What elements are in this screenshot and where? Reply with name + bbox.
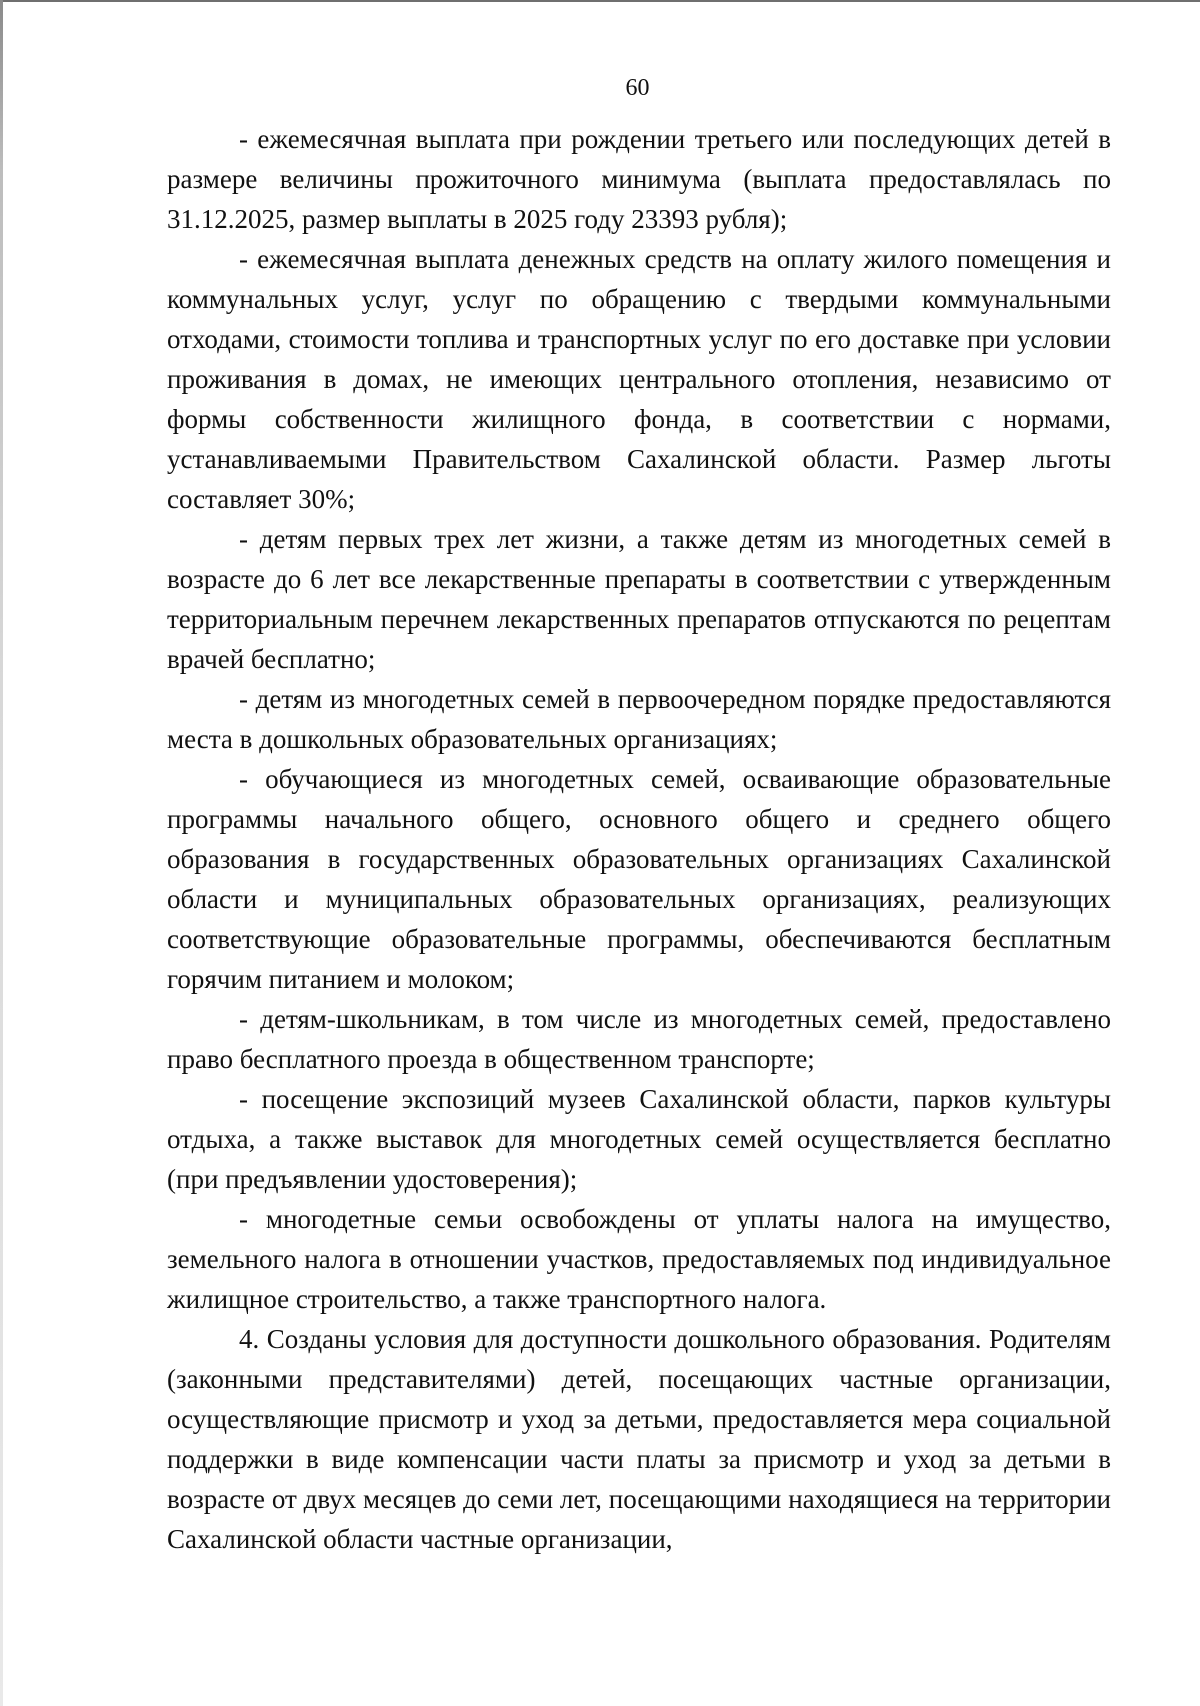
paragraph-monthly-payment-third-child: - ежемесячная выплата при рождении третьего или последующих детей в размере величины прожиточного минимума (выплата предоставлялась по 31.12.2025, размер выплаты в 2025 году 23393 рубля);: [167, 124, 1111, 234]
paragraph-tax-exemptions: - многодетные семьи освобождены от уплаты налога на имущество, земельного налога в отношении участков, предоставляемых под индивидуальное жилищное строительство, а также транспортного налога.: [167, 1204, 1111, 1314]
scan-left-edge: [0, 0, 3, 1706]
paragraph-free-medicines: - детям первых трех лет жизни, а также детям из многодетных семей в возрасте до 6 лет все лекарственные препараты в соответствии с утвержденным территориальным перечнем лекарственных препаратов отпускаются по рецептам врачей бесплатно;: [167, 524, 1111, 674]
paragraph-preschool-priority: - детям из многодетных семей в первоочередном порядке предоставляются места в дошкольных образовательных организациях;: [167, 684, 1111, 754]
paragraph-preschool-accessibility: 4. Созданы условия для доступности дошкольного образования. Родителям (законными представителями) детей, посещающих частные организации, осуществляющие присмотр и уход за детьми, предоставляется мера социальной поддержки в виде компенсации части платы за присмотр и уход за детьми в возрасте от двух месяцев до семи лет, посещающими находящиеся на территории Сахалинской области частные организации,: [167, 1324, 1111, 1554]
paragraph-free-museums: - посещение экспозиций музеев Сахалинской области, парков культуры отдыха, а также выставок для многодетных семей осуществляется бесплатно (при предъявлении удостоверения);: [167, 1084, 1111, 1194]
document-body: [167, 119, 1111, 1559]
paragraph-housing-utilities-payment: - ежемесячная выплата денежных средств на оплату жилого помещения и коммунальных услуг, услуг по обращению с твердыми коммунальными отходами, стоимости топлива и транспортных услуг по его доставке при условии проживания в домах, не имеющих центрального отопления, независимо от формы собственности жилищного фонда, в соответствии с нормами, устанавливаемыми Правительством Сахалинской области. Размер льготы составляет 30%;: [167, 244, 1111, 514]
paragraph-free-transport: - детям-школьникам, в том числе из многодетных семей, предоставлено право бесплатного проезда в общественном транспорте;: [167, 1004, 1111, 1074]
paragraph-free-school-meals: - обучающиеся из многодетных семей, осваивающие образовательные программы начального общего, основного общего и среднего общего образования в государственных образовательных организациях Сахалинской области и муниципальных образовательных организациях, реализующих соответствующие образовательные программы, обеспечиваются бесплатным горячим питанием и молоком;: [167, 764, 1111, 994]
scan-top-border: [0, 0, 1200, 2]
page-number: 60: [625, 75, 650, 101]
